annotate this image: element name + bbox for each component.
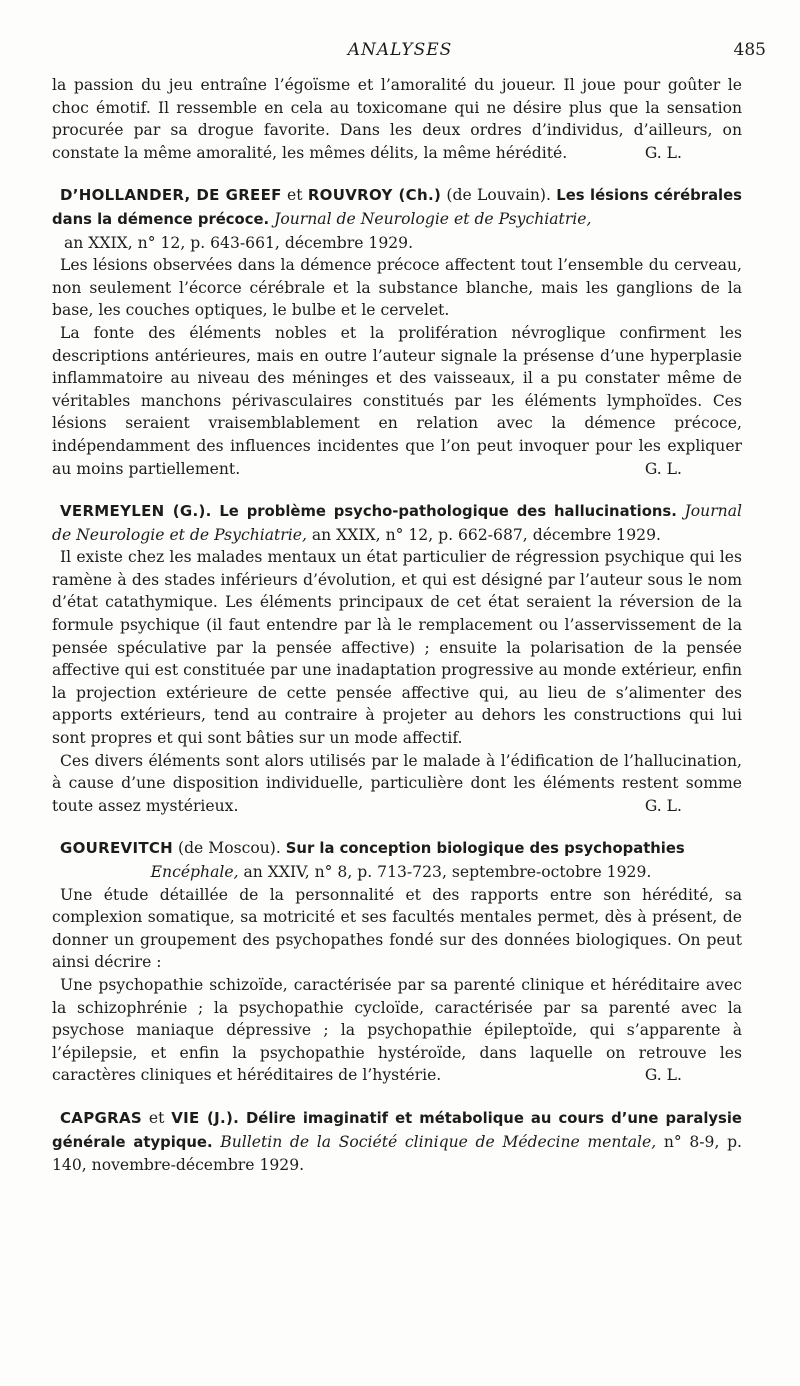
page-number: 485 bbox=[733, 40, 766, 60]
journal-name: Journal de Neurologie et de Psychiatrie, bbox=[52, 502, 742, 544]
review-paragraph: Une psychopathie schizoïde, caractérisée par sa parenté clinique et héréditaire avec la schizophrénie ; la psychopathie cycloïde, caractérisée par sa parenté avec la psychose maniaque dépressive ; la psychopathie épileptoïde, qui s’apparente à l’épilepsie, et enfin la psychopathie hystéroïde, dans laquelle on retrouve les caractères cliniques et héréditaires de l’hystérie. bbox=[52, 975, 742, 1085]
journal-name: Bulletin de la Société clinique de Médecine mentale, bbox=[212, 1132, 657, 1151]
article-title: Le problème psycho-pathologique des hallucinations. bbox=[219, 503, 677, 521]
authors: GOUREVITCH bbox=[60, 839, 174, 858]
publication-details: n° 8-9, p. 140, novembre-décembre 1929. bbox=[52, 1132, 743, 1175]
review-entry bbox=[52, 184, 742, 480]
signature: G. L. bbox=[644, 459, 682, 478]
running-head bbox=[0, 40, 800, 64]
signature: G. L. bbox=[644, 796, 682, 815]
review-paragraph: Une étude détaillée de la personnalité et des rapports entre son hérédité, sa complexion somatique, sa motricité et ses facultés mentales permet, dès à présent, de donner un groupement des psychopathes fondé sur des données biologiques. On peut ainsi décrire : bbox=[52, 885, 742, 972]
authors-join: et bbox=[142, 1108, 172, 1127]
bibliographic-reference bbox=[52, 184, 742, 254]
authors-join: et bbox=[281, 186, 308, 205]
article-title: Délire imaginatif et métabolique au cours d’une paralysie générale atypique. bbox=[52, 1109, 742, 1151]
authors: D’HOLLANDER, DE GREEF bbox=[60, 186, 282, 205]
review-paragraph: Les lésions observées dans la démence précoce affectent tout l’ensemble du cerveau, non seulement l’écorce cérébrale et la substance blanche, mais les ganglions de la base, les couches optiques, le bulbe et le cervelet. bbox=[52, 256, 742, 320]
review-paragraph: Ces divers éléments sont alors utilisés par le malade à l’édification de l’hallucination, à cause d’une disposition individuelle, particulière dont les éléments restent somme toute assez mystérieux. bbox=[52, 751, 742, 815]
journal-name: Encéphale, bbox=[150, 863, 239, 881]
affiliation bbox=[239, 1109, 246, 1127]
publication-details: an XXIX, n° 12, p. 643-661, décembre 1929. bbox=[64, 233, 414, 252]
authors: VERMEYLEN (G.). bbox=[60, 502, 212, 521]
authors-second: VIE (J.). bbox=[171, 1108, 240, 1127]
article-title: Sur la conception biologique des psychopathies bbox=[285, 840, 685, 858]
review-entry bbox=[52, 500, 742, 817]
running-title: ANALYSES bbox=[347, 40, 453, 60]
affiliation: (de Moscou). bbox=[173, 839, 286, 858]
page-body bbox=[52, 74, 742, 1177]
publication-line bbox=[52, 861, 742, 884]
review-paragraph: Il existe chez les malades mentaux un état particulier de régression psychique qui les ramène à des stades inférieurs d’évolution, et qui est désigné par l’auteur sous le nom d’état catathymique. Les éléments principaux de cet état seraient la réversion de la formule psychique (il faut entendre par là le remplacement ou l’asservissement de la pensée spéculative par la pensée affective) ; ensuite la polarisation de la pensée affective qui est constituée par une inadaptation progressive au monde extérieur, enfin la projection extérieure de cette pensée affective qui, au lieu de s’alimenter des apports extérieurs, tend au contraire à projeter au dehors les constructions qui lui sont propres et qui sont bâties sur un mode affectif. bbox=[52, 548, 742, 748]
article-title: Les lésions cérébrales dans la démence précoce. bbox=[52, 187, 742, 228]
review-paragraph: La fonte des éléments nobles et la prolifération névroglique confirment les descriptions antérieures, mais en outre l’auteur signale la présense d’une hyperplasie inflammatoire au niveau des méninges et des vaisseaux, il a pu constater même de véritables manchons périvasculaires constitués par les éléments lymphoïdes. Ces lésions seraient vraisemblablement en relation avec la démence précoce, indépendamment des influences incidentes que l’on peut invoquer pour les expliquer au moins partiellement. bbox=[52, 323, 742, 478]
publication-details: an XXIX, n° 12, p. 662-687, décembre 1929. bbox=[311, 525, 661, 544]
authors-second: ROUVROY (Ch.) bbox=[307, 186, 442, 205]
bibliographic-reference bbox=[52, 1107, 742, 1177]
bibliographic-reference bbox=[52, 500, 742, 546]
review-entry bbox=[52, 837, 742, 1087]
journal-name: Journal de Neurologie et de Psychiatrie, bbox=[269, 209, 592, 228]
affiliation: (de Louvain). bbox=[441, 186, 557, 205]
authors: CAPGRAS bbox=[60, 1108, 142, 1127]
bibliographic-reference bbox=[52, 837, 742, 883]
continuation-text: la passion du jeu entraîne l’égoïsme et l’amoralité du joueur. Il joue pour goûter le choc émotif. Il ressemble en cela au toxicomane qui ne désire plus que la sensation procurée par sa drogue favorite. Dans les deux ordres d’individus, d’ailleurs, on constate la même amoralité, les mêmes délits, la même hérédité. bbox=[52, 76, 742, 162]
signature: G. L. bbox=[644, 1066, 682, 1085]
review-entry bbox=[52, 1107, 742, 1177]
publication-details: an XXIV, n° 8, p. 713-723, septembre-octobre 1929. bbox=[243, 863, 652, 881]
signature: G. L. bbox=[644, 143, 682, 162]
